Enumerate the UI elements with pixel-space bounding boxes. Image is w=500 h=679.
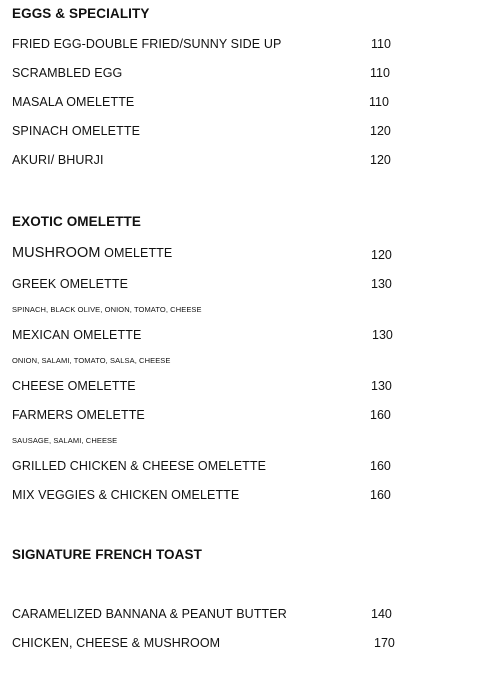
menu-item-name: CARAMELIZED BANNANA & PEANUT BUTTER [12,607,287,621]
menu-item-price: 160 [370,488,391,502]
menu-item-name: SPINACH OMELETTE [12,124,141,138]
menu-item-price: 130 [372,328,393,342]
menu-item-price: 160 [370,408,391,422]
menu-item-price: 130 [371,379,392,393]
menu-item-name: FARMERS OMELETTE [12,408,145,422]
menu-item-name: GREEK OMELETTE [12,277,129,291]
menu-item-name: CHEESE OMELETTE [12,379,136,393]
section-heading-exotic-omelette: EXOTIC OMELETTE [12,214,142,229]
menu-item-name: CHICKEN, CHEESE & MUSHROOM [12,636,221,650]
menu-item-price: 160 [370,459,391,473]
menu-item-name: MIX VEGGIES & CHICKEN OMELETTE [12,488,240,502]
menu-item-name: MEXICAN OMELETTE [12,328,142,342]
menu-item-description: SPINACH, BLACK OLIVE, ONION, TOMATO, CHEESE [12,305,202,314]
menu-item-price: 120 [370,153,391,167]
menu-item-name: SCRAMBLED EGG [12,66,123,80]
menu-item-price: 140 [371,607,392,621]
menu-item-name: AKURI/ BHURJI [12,153,104,167]
menu-item-name [12,245,172,261]
menu-item-price: 120 [371,248,392,262]
section-heading-eggs-speciality: EGGS & SPECIALITY [12,6,150,21]
menu-item-name-rest: OMELETTE [100,246,173,260]
menu-item-description: SAUSAGE, SALAMI, CHEESE [12,436,118,445]
menu-item-price: 170 [374,636,395,650]
menu-item-name: GRILLED CHICKEN & CHEESE OMELETTE [12,459,267,473]
menu-item-price: 110 [370,66,390,80]
menu-item-price: 120 [370,124,391,138]
section-heading-signature-french-toast: SIGNATURE FRENCH TOAST [12,547,202,562]
menu-item-price: 110 [369,95,389,109]
menu-item-price: 110 [371,37,391,51]
menu-item-name: MASALA OMELETTE [12,95,135,109]
menu-item-price: 130 [371,277,392,291]
menu-item-name-lead: MUSHROOM [12,245,101,261]
menu-item-name: FRIED EGG-DOUBLE FRIED/SUNNY SIDE UP [12,37,282,51]
menu-item-description: ONION, SALAMI, TOMATO, SALSA, CHEESE [12,356,171,365]
